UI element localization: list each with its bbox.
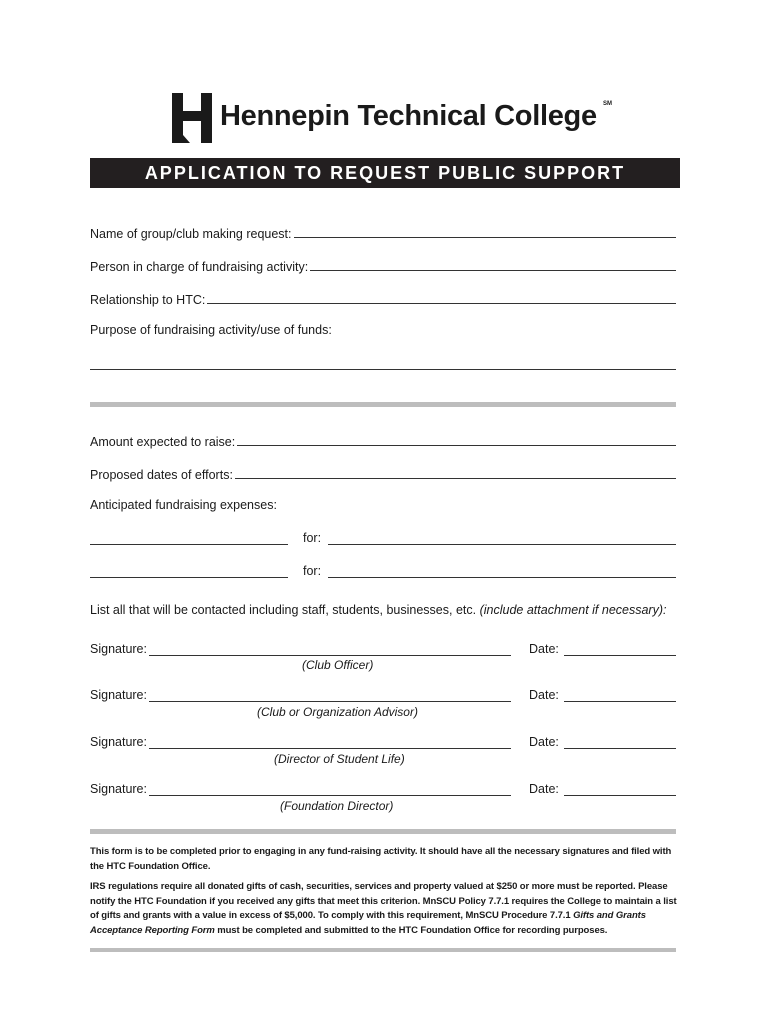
person-in-charge-field[interactable]	[310, 269, 676, 271]
htc-logo-icon	[172, 93, 212, 143]
date-field-1[interactable]	[564, 655, 676, 656]
contacts-text: List all that will be contacted including staff, students, businesses, etc.	[90, 603, 477, 617]
purpose-field[interactable]	[90, 369, 676, 370]
footer-divider-bottom	[90, 948, 676, 952]
footer-note-2-text: IRS regulations require all donated gifts of cash, securities, services and property valued at $250 or more must be reported. Please notify the HTC Foundation if you received any gifts that meet this criterion. MnSCU Policy 7.7.1 requires the College to maintain a list of gifts and grants with a value in excess of $5,000. To comply with this requirement, MnSCU Procedure 7.7.1	[90, 881, 677, 921]
expense-purpose-field-2[interactable]	[328, 577, 676, 578]
relationship-field[interactable]	[207, 302, 676, 304]
form-title-bar	[90, 158, 680, 188]
group-name-label: Name of group/club making request:	[90, 227, 292, 241]
contacts-label	[90, 603, 666, 617]
expense-amount-field-1[interactable]	[90, 544, 288, 545]
signature-field-4[interactable]	[149, 795, 511, 796]
footer-note-2-end: must be completed and submitted to the HTC Foundation Office for recording purposes.	[214, 924, 608, 936]
purpose-label: Purpose of fundraising activity/use of funds:	[90, 323, 332, 337]
for-label-2: for:	[303, 564, 322, 578]
role-student-life-director: (Director of Student Life)	[274, 752, 405, 766]
signature-label-1: Signature:	[90, 642, 147, 656]
reporting-form-name: Gifts and Grants Acceptance Reporting Form	[90, 910, 646, 936]
section-divider	[90, 402, 676, 407]
signature-field-3[interactable]	[149, 748, 511, 749]
signature-field-2[interactable]	[149, 701, 511, 702]
expense-amount-field-2[interactable]	[90, 577, 288, 578]
amount-field[interactable]	[237, 444, 676, 446]
dates-row	[90, 464, 676, 482]
dates-field[interactable]	[235, 477, 676, 479]
signature-label-4: Signature:	[90, 782, 147, 796]
date-label-3: Date:	[529, 735, 559, 749]
role-foundation-director: (Foundation Director)	[280, 799, 394, 813]
contacts-note: (include attachment if necessary):	[479, 603, 667, 617]
date-field-3[interactable]	[564, 748, 676, 749]
date-label-4: Date:	[529, 782, 559, 796]
relationship-label: Relationship to HTC:	[90, 293, 206, 307]
signature-field-1[interactable]	[149, 655, 511, 656]
service-mark: SM	[603, 101, 612, 107]
amount-row	[90, 431, 676, 449]
footer-divider-top	[90, 829, 676, 834]
footer-note-2	[90, 880, 680, 938]
group-name-field[interactable]	[294, 236, 677, 238]
person-in-charge-row	[90, 256, 676, 274]
footer-note-1: This form is to be completed prior to engaging in any fund-raising activity. It should have all the necessary signatures and filed with the HTC Foundation Office.	[90, 846, 672, 872]
expenses-label: Anticipated fundraising expenses:	[90, 498, 277, 512]
date-label-2: Date:	[529, 688, 559, 702]
for-label-1: for:	[303, 531, 322, 545]
dates-label: Proposed dates of efforts:	[90, 468, 233, 482]
group-name-row	[90, 223, 676, 241]
expense-purpose-field-1[interactable]	[328, 544, 676, 545]
college-name: Hennepin Technical College	[220, 100, 597, 132]
amount-label: Amount expected to raise:	[90, 435, 236, 449]
role-club-officer: (Club Officer)	[302, 658, 374, 672]
form-title: APPLICATION TO REQUEST PUBLIC SUPPORT	[144, 162, 626, 183]
relationship-row	[90, 289, 676, 307]
date-field-4[interactable]	[564, 795, 676, 796]
date-field-2[interactable]	[564, 701, 676, 702]
signature-label-2: Signature:	[90, 688, 147, 702]
date-label-1: Date:	[529, 642, 559, 656]
person-in-charge-label: Person in charge of fundraising activity:	[90, 260, 309, 274]
signature-label-3: Signature:	[90, 735, 147, 749]
role-advisor: (Club or Organization Advisor)	[257, 705, 418, 719]
